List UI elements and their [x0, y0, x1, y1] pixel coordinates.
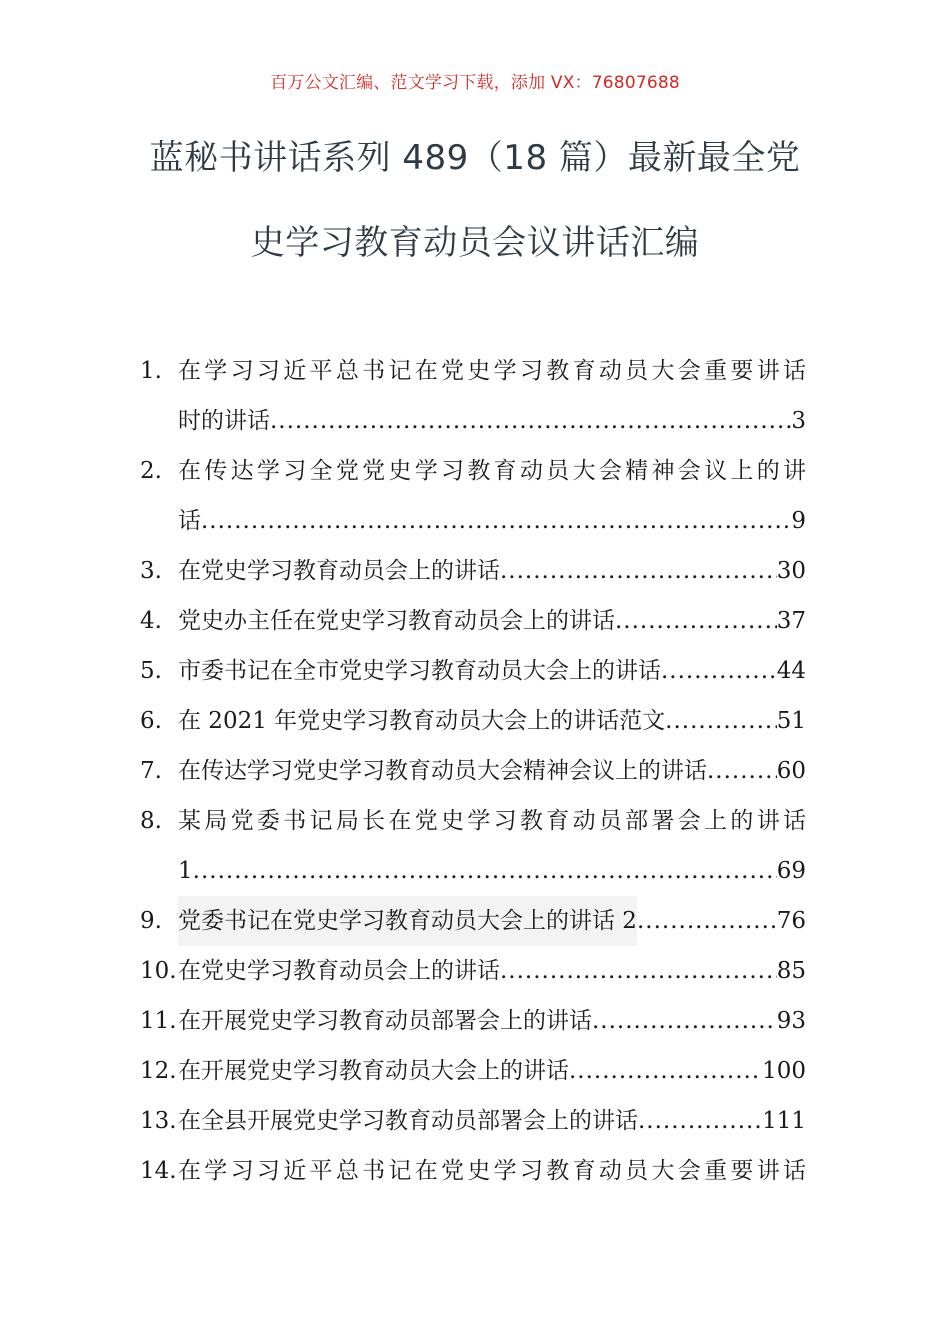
toc-entry-page: 60	[776, 758, 806, 784]
toc-entry-12[interactable]	[140, 1046, 806, 1096]
toc-entry-9[interactable]	[140, 896, 806, 946]
toc-entry-title: 在开展党史学习教育动员部署会上的讲话	[178, 1008, 592, 1034]
toc-entry-5[interactable]	[140, 646, 806, 696]
toc-entry-11[interactable]	[140, 996, 806, 1046]
toc-entry-number: 3.	[140, 558, 162, 584]
document-title-line-1: 蓝秘书讲话系列 489（18 篇）最新最全党	[149, 138, 801, 178]
toc-entry-14[interactable]	[140, 1146, 806, 1196]
toc-entry-13[interactable]	[140, 1096, 806, 1146]
toc-entry-number: 6.	[140, 708, 162, 734]
toc-entry-10[interactable]	[140, 946, 806, 996]
toc-leader-dots	[637, 896, 777, 946]
toc-leader-dots	[665, 696, 777, 746]
toc-entry-number: 14.	[140, 1158, 177, 1184]
toc-leader-dots	[615, 596, 777, 646]
toc-entry-page: 93	[776, 1008, 806, 1034]
toc-entry-title: 在传达学习党史学习教育动员大会精神会议上的讲话	[178, 758, 707, 784]
toc-entry-page: 76	[776, 908, 806, 934]
toc-entry-4[interactable]	[140, 596, 806, 646]
toc-entry-title: 在全县开展党史学习教育动员部署会上的讲话	[178, 1108, 638, 1134]
toc-entry-page: 37	[776, 608, 806, 634]
toc-entry-1-cont[interactable]	[140, 396, 806, 446]
toc-entry-8[interactable]	[140, 796, 806, 846]
toc-entry-number: 4.	[140, 608, 162, 634]
table-of-contents	[140, 346, 806, 1196]
toc-leader-dots	[500, 546, 777, 596]
toc-entry-6[interactable]	[140, 696, 806, 746]
toc-leader-dots	[201, 496, 791, 546]
toc-entry-page: 111	[762, 1108, 806, 1134]
toc-entry-title: 市委书记在全市党史学习教育动员大会上的讲话	[178, 658, 661, 684]
toc-entry-number: 11.	[140, 1008, 177, 1034]
toc-entry-number: 10.	[140, 958, 177, 984]
promo-header: 百万公文汇编、范文学习下载，添加 VX：76807688	[270, 73, 680, 93]
toc-leader-dots	[592, 996, 777, 1046]
toc-entry-title: 某局党委书记局长在党史学习教育动员部署会上的讲话	[178, 808, 806, 834]
toc-leader-dots	[707, 746, 777, 796]
toc-entry-number: 7.	[140, 758, 162, 784]
toc-entry-page: 3	[791, 408, 806, 434]
toc-entry-number: 8.	[140, 808, 162, 834]
toc-leader-dots	[661, 646, 777, 696]
toc-entry-2[interactable]	[140, 446, 806, 496]
toc-entry-title: 在学习习近平总书记在党史学习教育动员大会重要讲话	[178, 1158, 806, 1184]
toc-entry-title: 在开展党史学习教育动员大会上的讲话	[178, 1058, 569, 1084]
toc-entry-page: 100	[762, 1058, 806, 1084]
toc-leader-dots	[270, 396, 791, 446]
toc-entry-page: 69	[776, 858, 806, 884]
toc-entry-title: 在党史学习教育动员会上的讲话	[178, 558, 500, 584]
toc-entry-number: 9.	[140, 908, 162, 934]
toc-entry-page: 9	[791, 508, 806, 534]
toc-entry-number: 2.	[140, 458, 162, 484]
toc-entry-number: 13.	[140, 1108, 177, 1134]
toc-entry-title: 党史办主任在党史学习教育动员会上的讲话	[178, 608, 615, 634]
toc-entry-title-cont: 话	[178, 508, 201, 534]
toc-entry-page: 30	[776, 558, 806, 584]
toc-entry-3[interactable]	[140, 546, 806, 596]
toc-entry-title-cont: 时的讲话	[178, 408, 270, 434]
toc-entry-1[interactable]	[140, 346, 806, 396]
toc-entry-title-cont: 1	[178, 858, 193, 884]
toc-leader-dots	[500, 946, 777, 996]
toc-entry-number: 1.	[140, 358, 162, 384]
toc-entry-7[interactable]	[140, 746, 806, 796]
toc-entry-title: 在传达学习全党党史学习教育动员大会精神会议上的讲	[178, 458, 806, 484]
toc-entry-title: 在党史学习教育动员会上的讲话	[178, 958, 500, 984]
toc-entry-title: 在 2021 年党史学习教育动员大会上的讲话范文	[178, 708, 666, 734]
toc-entry-8-cont[interactable]	[140, 846, 806, 896]
toc-leader-dots	[193, 846, 777, 896]
toc-entry-2-cont[interactable]	[140, 496, 806, 546]
toc-entry-page: 44	[776, 658, 806, 684]
toc-leader-dots	[569, 1046, 762, 1096]
toc-entry-page: 51	[776, 708, 806, 734]
toc-entry-number: 5.	[140, 658, 162, 684]
toc-entry-page: 85	[776, 958, 806, 984]
toc-leader-dots	[638, 1096, 762, 1146]
toc-entry-title: 在学习习近平总书记在党史学习教育动员大会重要讲话	[178, 358, 806, 384]
toc-entry-title: 党委书记在党史学习教育动员大会上的讲话 2	[178, 896, 637, 946]
document-title-line-2: 史学习教育动员会议讲话汇编	[250, 223, 700, 263]
toc-entry-number: 12.	[140, 1058, 177, 1084]
